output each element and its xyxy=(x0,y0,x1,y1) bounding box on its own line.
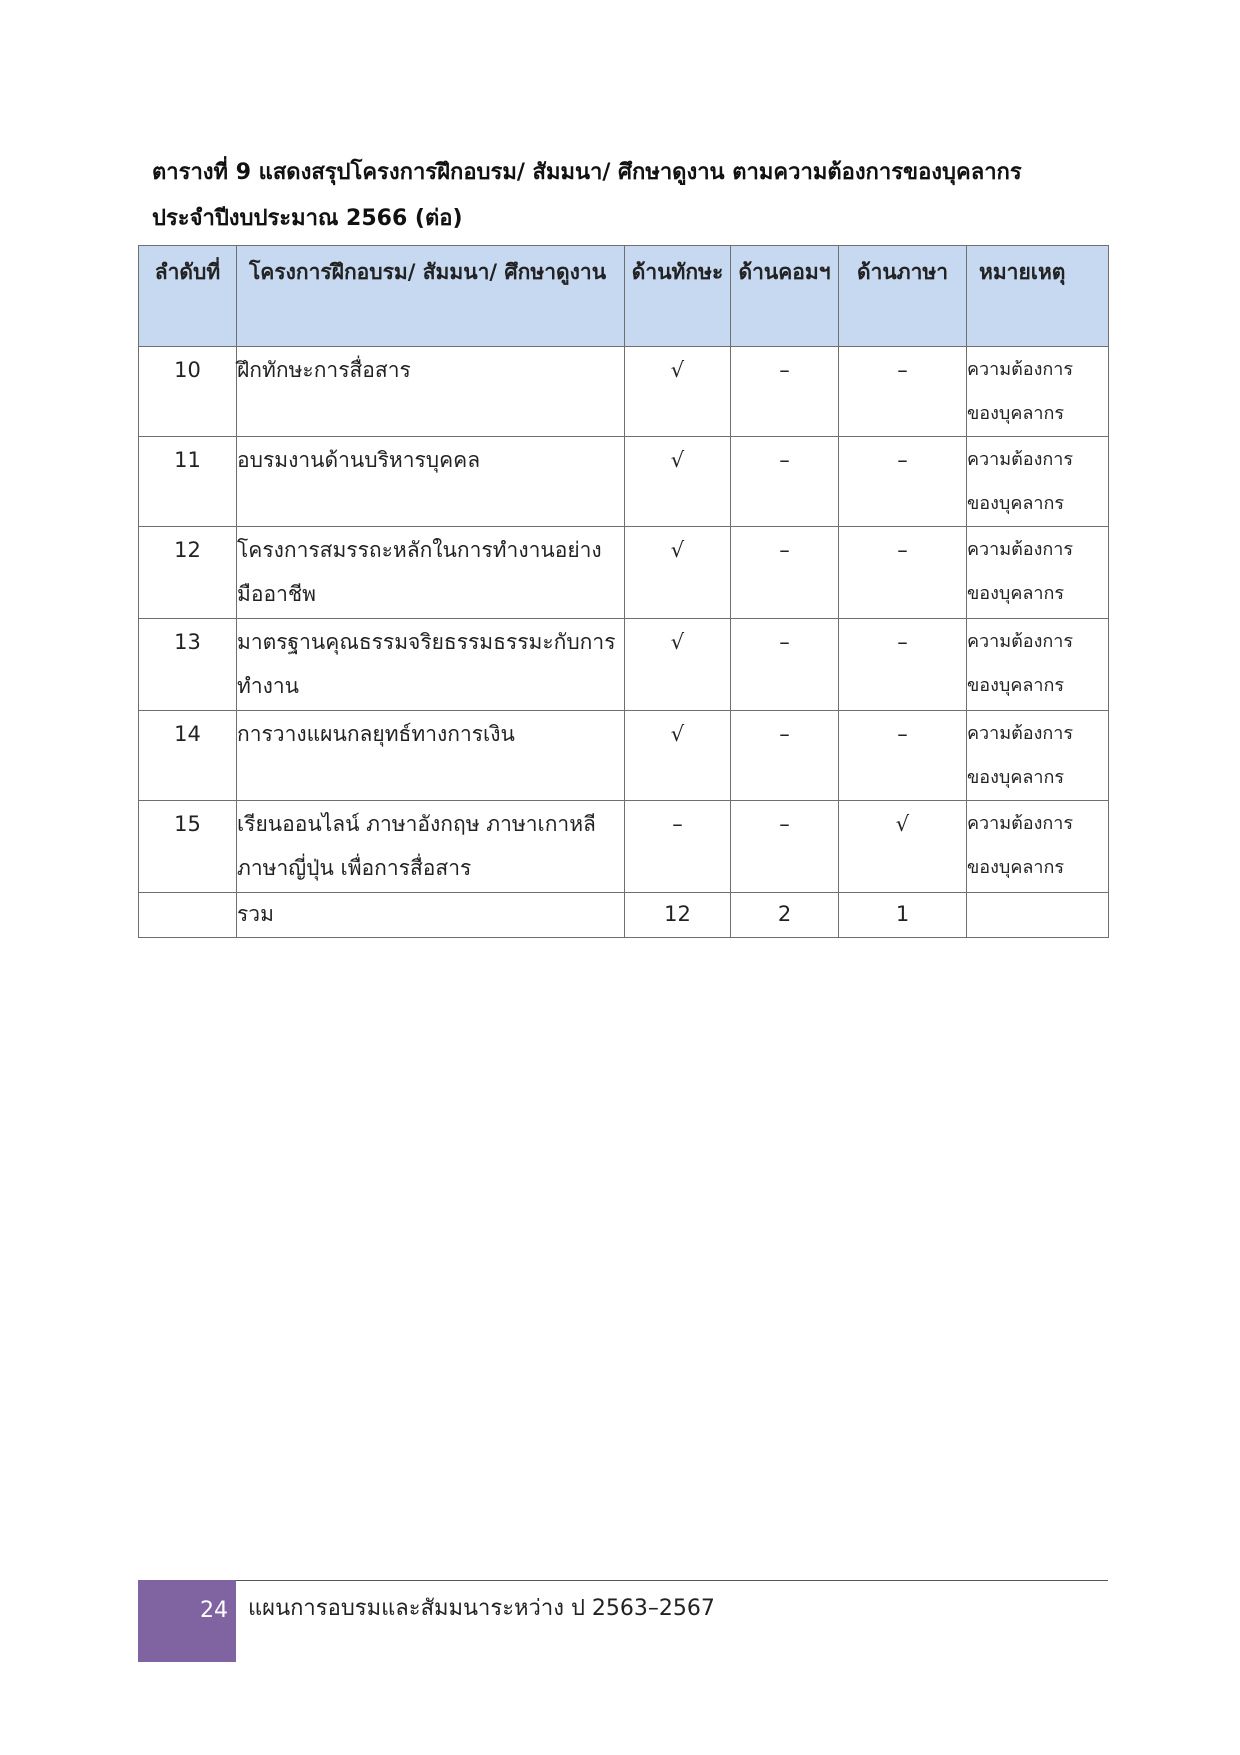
table-row xyxy=(139,437,1109,527)
cell-language: – xyxy=(839,527,967,619)
cell-project: การวางแผนกลยุทธ์ทางการเงิน xyxy=(237,711,625,801)
cell-note xyxy=(967,711,1109,801)
cell-total-skill: 12 xyxy=(625,893,731,938)
cell-project: ฝึกทักษะการสื่อสาร xyxy=(237,347,625,437)
table-row xyxy=(139,801,1109,893)
note-line-1: ความต้องการ xyxy=(967,723,1074,744)
caption-line-1: ตารางที่ 9 แสดงสรุปโครงการฝึกอบรม/ สัมมนา/ ศึกษาดูงาน ตามความต้องการของบุคลากร xyxy=(152,160,1022,185)
cell-no: 11 xyxy=(139,437,237,527)
cell-note xyxy=(967,619,1109,711)
note-line-1: ความต้องการ xyxy=(967,539,1074,560)
note-line-1: ความต้องการ xyxy=(967,813,1074,834)
cell-total-no xyxy=(139,893,237,938)
table-header-row xyxy=(139,246,1109,347)
cell-total-label: รวม xyxy=(237,893,625,938)
cell-no: 13 xyxy=(139,619,237,711)
cell-language: – xyxy=(839,437,967,527)
cell-language: – xyxy=(839,347,967,437)
note-line-1: ความต้องการ xyxy=(967,359,1074,380)
cell-total-language: 1 xyxy=(839,893,967,938)
table-row xyxy=(139,527,1109,619)
footer-divider xyxy=(236,1580,1108,1581)
cell-no: 14 xyxy=(139,711,237,801)
cell-skill: √ xyxy=(625,527,731,619)
cell-no: 15 xyxy=(139,801,237,893)
cell-note xyxy=(967,527,1109,619)
caption-line-2: ประจำปีงบประมาณ 2566 (ต่อ) xyxy=(152,206,463,231)
cell-language: √ xyxy=(839,801,967,893)
cell-language: – xyxy=(839,711,967,801)
note-line-2: ของบุคลากร xyxy=(967,583,1065,604)
header-note: หมายเหตุ xyxy=(967,246,1109,347)
cell-computer: – xyxy=(731,619,839,711)
cell-project: มาตรฐานคุณธรรมจริยธรรมธรรมะกับการทำงาน xyxy=(237,619,625,711)
cell-computer: – xyxy=(731,801,839,893)
cell-total-computer: 2 xyxy=(731,893,839,938)
cell-skill: √ xyxy=(625,619,731,711)
table-total-row xyxy=(139,893,1109,938)
table-row xyxy=(139,711,1109,801)
note-line-1: ความต้องการ xyxy=(967,631,1074,652)
cell-total-note xyxy=(967,893,1109,938)
header-no: ลำดับที่ xyxy=(139,246,237,347)
cell-project: อบรมงานด้านบริหารบุคคล xyxy=(237,437,625,527)
cell-no: 10 xyxy=(139,347,237,437)
cell-project: โครงการสมรรถะหลักในการทำงานอย่างมืออาชีพ xyxy=(237,527,625,619)
cell-computer: – xyxy=(731,437,839,527)
header-language: ด้านภาษา xyxy=(839,246,967,347)
header-project: โครงการฝึกอบรม/ สัมมนา/ ศึกษาดูงาน xyxy=(237,246,625,347)
cell-computer: – xyxy=(731,711,839,801)
table-caption xyxy=(152,150,1112,242)
cell-skill: √ xyxy=(625,347,731,437)
table-row xyxy=(139,619,1109,711)
page-number: 24 xyxy=(200,1598,228,1623)
note-line-2: ของบุคลากร xyxy=(967,675,1065,696)
footer-title: แผนการอบรมและสัมมนาระหว่าง ป 2563–2567 xyxy=(248,1596,715,1621)
cell-no: 12 xyxy=(139,527,237,619)
note-line-2: ของบุคลากร xyxy=(967,493,1065,514)
table-row xyxy=(139,347,1109,437)
cell-skill: √ xyxy=(625,711,731,801)
cell-computer: – xyxy=(731,347,839,437)
cell-note xyxy=(967,437,1109,527)
note-line-1: ความต้องการ xyxy=(967,449,1074,470)
note-line-2: ของบุคลากร xyxy=(967,403,1065,424)
cell-project: เรียนออนไลน์ ภาษาอังกฤษ ภาษาเกาหลี ภาษาญี่ปุ่น เพื่อการสื่อสาร xyxy=(237,801,625,893)
header-computer: ด้านคอมฯ xyxy=(731,246,839,347)
cell-note xyxy=(967,801,1109,893)
training-plan-table xyxy=(138,245,1109,938)
header-skill: ด้านทักษะ xyxy=(625,246,731,347)
cell-language: – xyxy=(839,619,967,711)
note-line-2: ของบุคลากร xyxy=(967,767,1065,788)
cell-skill: – xyxy=(625,801,731,893)
cell-note xyxy=(967,347,1109,437)
cell-computer: – xyxy=(731,527,839,619)
cell-skill: √ xyxy=(625,437,731,527)
note-line-2: ของบุคลากร xyxy=(967,857,1065,878)
